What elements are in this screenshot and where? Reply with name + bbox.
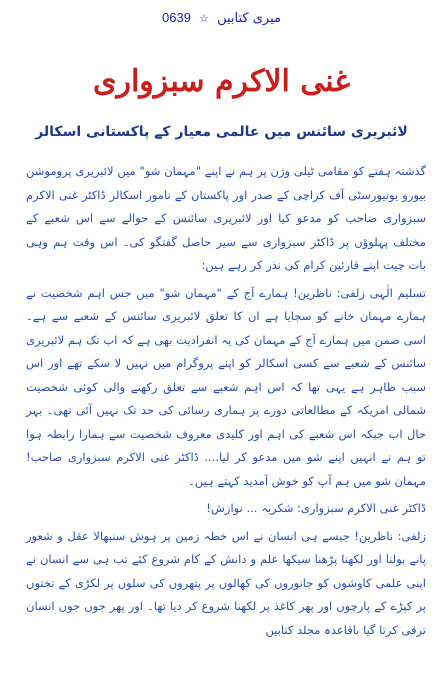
series-name: میری کتابیں <box>217 11 281 26</box>
article-body <box>26 160 426 646</box>
reply-paragraph: ڈاکٹر غنی الاکرم سبزواری: شکریہ ... نوازش! <box>206 501 426 515</box>
intro-paragraph: گذشتہ ہفتے کو مقامی ٹیلی وژن پر ہم نے اپنے "مہمان شو" میں لائبریری پروموشن بیورو یونیورسٹی آف کراچی کے صدر اور پاکستان کے نامور اسکالر ڈاکٹر غنی الاکرم سبزواری صاحب کو مدعو کیا اور لائبریری سائنس کے حوالے سے اس شعبے کے مختلف پہلوؤں پر ڈاکٹر سبزواری سے سیر حاصل گفتگو کی۔ اس وقت ہم وہی بات چیت اپنے قارئین کرام کی نذر کر رہے ہیں: <box>26 164 426 272</box>
question-paragraph: زلفی: ناظرین! جیسے ہی انسان نے اس خطہ زمین پر ہوش سنبھالا عقل و شعور پانے بولنا اور لکھنا پڑھنا سیکھا علم و دانش کے کام شروع کئے تب ہی سے انسان نے اپنی علمی کاوشوں کو جانوروں کی کھالوں پر پتھروں کی سلوں پر لکڑی کے تختوں پر کپڑے کے پارچوں اور پھر کاغذ پر لکھنا شروع کر دیا تھا۔ اور پھر جوں جوں انسان ترقی کرتا گیا باقاعدہ مجلد کتابیں <box>26 528 426 637</box>
star-icon: ☆ <box>199 12 209 25</box>
page-header <box>0 10 443 26</box>
interview-paragraph: تسلیم الٰہی زلفی: ناظرین! ہمارے آج کے "مہمان شو" میں جس اہم شخصیت نے ہمارے مہمان خانے کو سجایا ہے ان کا تعلق لائبریری سائنس کے شعبے سے ہے۔ اسی ضمن میں ہمارے آج کے مہمان کی یہ انفرادیت بھی ہے کہ اب تک ہم لائبریری سائنس کے شعبے سے کسی اسکالر کو اپنے پروگرام میں نہیں لا سکے تھے اور اس سبب ظاہر ہے یہی تھا کہ اس اہم شعبے سے تعلق رکھنے والی کوئی شخصیت شمالی امریکہ کے مطالعاتی دورے پر ہماری رسائی کی حد تک نہیں آئی تھی۔ بہر حال اب جبکہ اس شعبے کی اہم اور کلیدی معروف شخصیت سے ہمارا رابطہ ہوا تو ہم نے انہیں اپنے شو میں مدعو کر لیا.... ڈاکٹر غنی الاکرم سبزواری صاحب! مہمان شو میں ہم آپ کو خوش آمدید کہتے ہیں۔ <box>26 285 426 488</box>
article-subtitle: لائبریری سائنس میں عالمی معیار کے پاکستانی اسکالر <box>35 124 408 140</box>
page-number: 0639 <box>162 10 191 25</box>
article-title: غنی الاکرم سبزواری <box>92 64 351 99</box>
